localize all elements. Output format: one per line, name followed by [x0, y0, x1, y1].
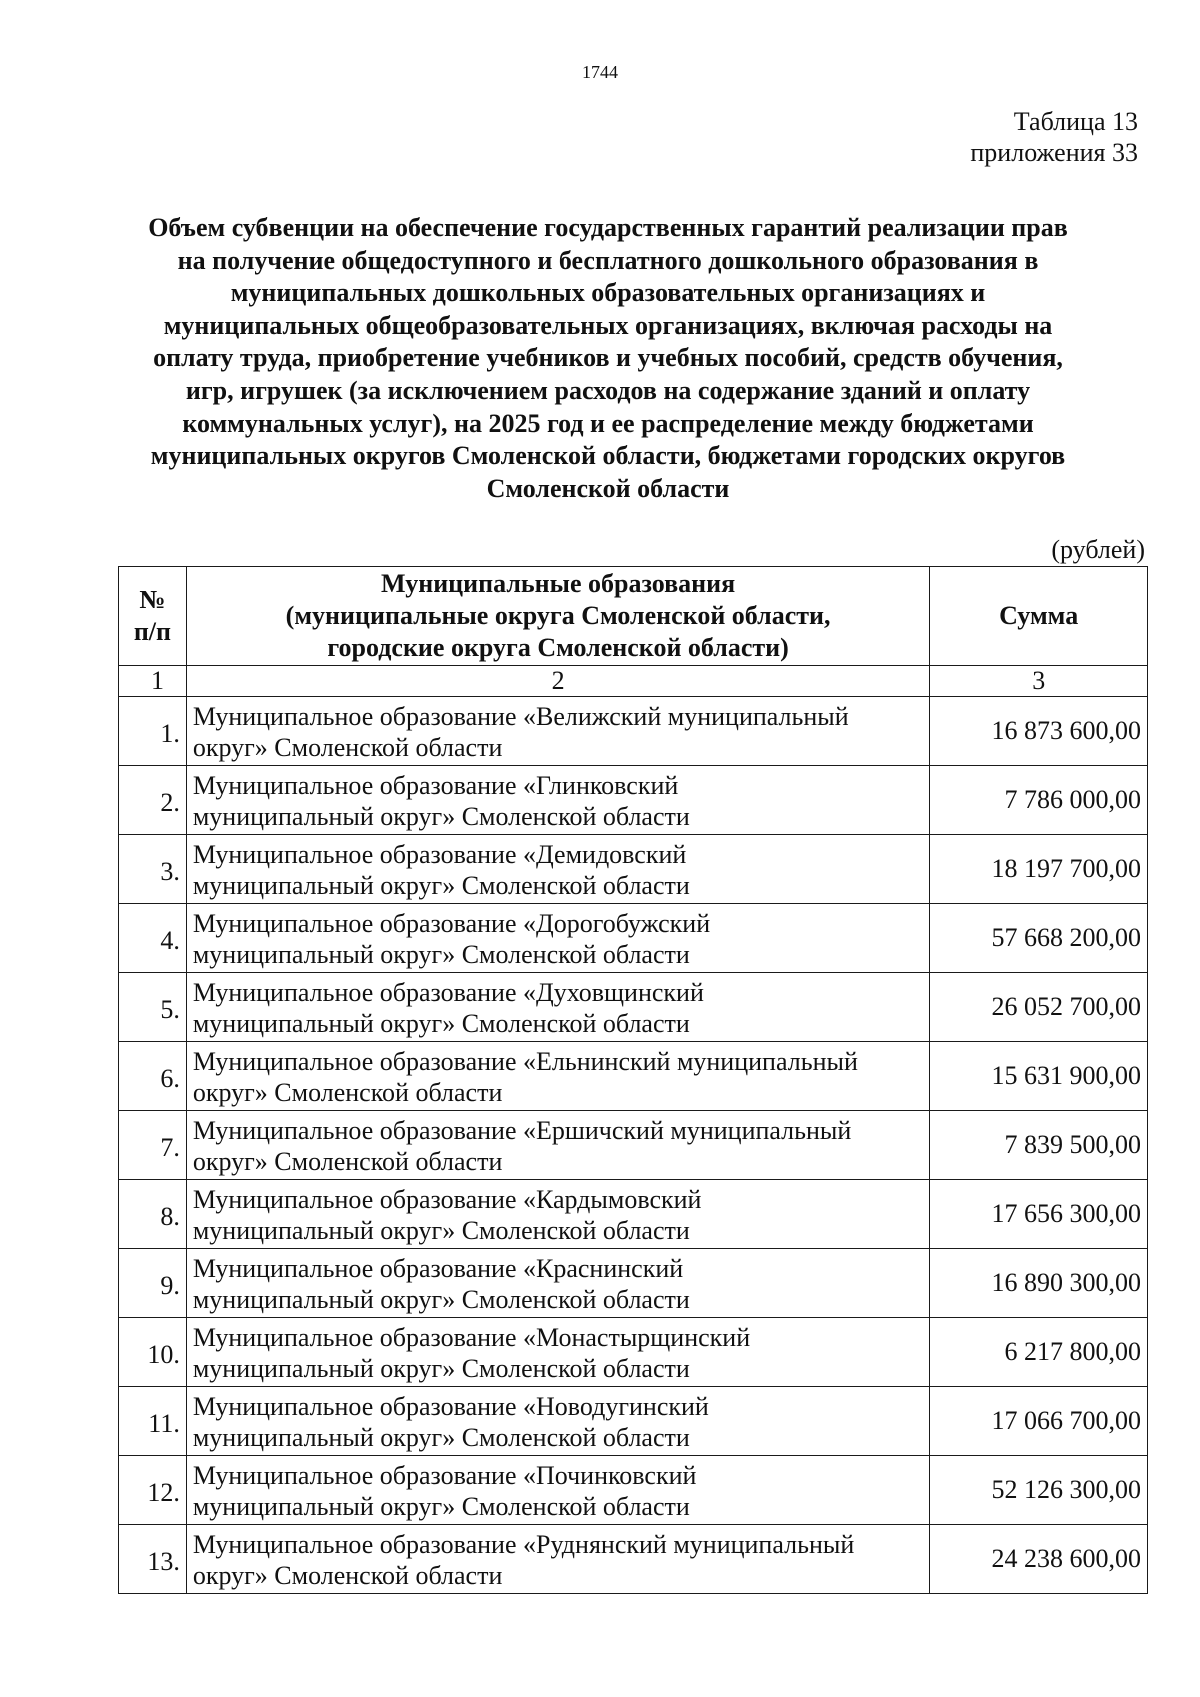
column-index: 3 — [930, 666, 1148, 697]
title-line: коммунальных услуг), на 2025 год и ее распределение между бюджетами — [182, 408, 1034, 438]
table-row — [119, 697, 1148, 766]
table-row — [119, 835, 1148, 904]
subvention-table — [118, 566, 1148, 1594]
table-reference — [970, 106, 1138, 168]
municipality-name-line: округ» Смоленской области — [192, 733, 503, 762]
subvention-amount: 7 786 000,00 — [930, 766, 1148, 835]
document-title — [118, 212, 1098, 505]
municipality-name-line: округ» Смоленской области — [192, 1561, 503, 1590]
row-number: 8. — [119, 1180, 187, 1249]
subvention-amount: 6 217 800,00 — [930, 1318, 1148, 1387]
title-line: Смоленской области — [486, 473, 730, 503]
municipality-name-line: Муниципальное образование «Монастырщинский — [192, 1323, 751, 1352]
municipality-name — [186, 1042, 930, 1111]
table-header-row — [119, 567, 1148, 666]
municipality-name-line: Муниципальное образование «Глинковский — [192, 771, 679, 800]
subvention-amount: 16 890 300,00 — [930, 1249, 1148, 1318]
subvention-amount: 17 656 300,00 — [930, 1180, 1148, 1249]
title-line: на получение общедоступного и бесплатного дошкольного образования в — [177, 245, 1039, 275]
table-reference-line: Таблица 13 — [1013, 107, 1138, 136]
subvention-amount: 24 238 600,00 — [930, 1525, 1148, 1594]
table-row — [119, 1456, 1148, 1525]
municipality-name-line: Муниципальное образование «Руднянский муниципальный — [192, 1530, 855, 1559]
municipality-name-line: Муниципальное образование «Кардымовский — [192, 1185, 702, 1214]
table-row — [119, 1525, 1148, 1594]
header-number-line: № — [139, 585, 166, 614]
title-line: муниципальных округов Смоленской области, бюджетами городских округов — [150, 441, 1066, 471]
row-number: 2. — [119, 766, 187, 835]
header-municipality-line: (муниципальные округа Смоленской области, — [285, 601, 831, 630]
municipality-name-line: муниципальный округ» Смоленской области — [192, 871, 690, 900]
row-number: 5. — [119, 973, 187, 1042]
municipality-name — [186, 697, 930, 766]
header-number-line: п/п — [133, 617, 172, 646]
municipality-name-line: муниципальный округ» Смоленской области — [192, 1216, 690, 1245]
municipality-name-line: Муниципальное образование «Дорогобужский — [192, 909, 711, 938]
municipality-name-line: муниципальный округ» Смоленской области — [192, 940, 690, 969]
subvention-amount: 18 197 700,00 — [930, 835, 1148, 904]
units-label: (рублей) — [1051, 535, 1145, 564]
table-row — [119, 1042, 1148, 1111]
subvention-amount: 17 066 700,00 — [930, 1387, 1148, 1456]
municipality-name-line: муниципальный округ» Смоленской области — [192, 1354, 690, 1383]
row-number: 12. — [119, 1456, 187, 1525]
row-number: 11. — [119, 1387, 187, 1456]
table-row — [119, 766, 1148, 835]
title-line: игр, игрушек (за исключением расходов на содержание зданий и оплату — [185, 375, 1031, 405]
municipality-name — [186, 835, 930, 904]
municipality-name — [186, 1180, 930, 1249]
row-number: 7. — [119, 1111, 187, 1180]
row-number: 4. — [119, 904, 187, 973]
municipality-name — [186, 1318, 930, 1387]
title-line: муниципальных общеобразовательных организациях, включая расходы на — [163, 310, 1053, 340]
municipality-name — [186, 1111, 930, 1180]
table-row — [119, 1249, 1148, 1318]
header-number — [119, 567, 187, 666]
municipality-name-line: муниципальный округ» Смоленской области — [192, 802, 690, 831]
municipality-name-line: округ» Смоленской области — [192, 1147, 503, 1176]
title-line: муниципальных дошкольных образовательных организациях и — [230, 278, 986, 308]
municipality-name — [186, 1456, 930, 1525]
table-row — [119, 1111, 1148, 1180]
page-number: 1744 — [582, 62, 618, 82]
row-number: 1. — [119, 697, 187, 766]
header-municipality-line: Муниципальные образования — [381, 569, 736, 598]
municipality-name-line: округ» Смоленской области — [192, 1078, 503, 1107]
municipality-name-line: Муниципальное образование «Починковский — [192, 1461, 697, 1490]
municipality-name-line: Муниципальное образование «Ельнинский муниципальный — [192, 1047, 858, 1076]
subvention-amount: 15 631 900,00 — [930, 1042, 1148, 1111]
municipality-name-line: Муниципальное образование «Демидовский — [192, 840, 687, 869]
header-municipality — [186, 567, 930, 666]
municipality-name-line: муниципальный округ» Смоленской области — [192, 1285, 690, 1314]
table-reference-line: приложения 33 — [970, 138, 1138, 167]
table-row — [119, 973, 1148, 1042]
title-line: оплату труда, приобретение учебников и учебных пособий, средств обучения, — [153, 343, 1063, 373]
municipality-name-line: муниципальный округ» Смоленской области — [192, 1492, 690, 1521]
subvention-amount: 52 126 300,00 — [930, 1456, 1148, 1525]
row-number: 3. — [119, 835, 187, 904]
municipality-name-line: Муниципальное образование «Духовщинский — [192, 978, 704, 1007]
row-number: 13. — [119, 1525, 187, 1594]
municipality-name-line: Муниципальное образование «Новодугинский — [192, 1392, 709, 1421]
municipality-name — [186, 973, 930, 1042]
municipality-name-line: Муниципальное образование «Краснинский — [192, 1254, 684, 1283]
column-index: 2 — [186, 666, 930, 697]
municipality-name — [186, 1525, 930, 1594]
row-number: 9. — [119, 1249, 187, 1318]
column-index-row — [119, 666, 1148, 697]
subvention-amount: 7 839 500,00 — [930, 1111, 1148, 1180]
header-municipality-line: городские округа Смоленской области) — [327, 633, 789, 662]
subvention-amount: 57 668 200,00 — [930, 904, 1148, 973]
table-row — [119, 1180, 1148, 1249]
title-line: Объем субвенции на обеспечение государственных гарантий реализации прав — [148, 213, 1068, 242]
municipality-name-line: Муниципальное образование «Велижский муниципальный — [192, 702, 849, 731]
municipality-name — [186, 904, 930, 973]
table-row — [119, 1387, 1148, 1456]
subvention-amount: 26 052 700,00 — [930, 973, 1148, 1042]
municipality-name-line: Муниципальное образование «Ершичский муниципальный — [192, 1116, 852, 1145]
header-sum: Сумма — [930, 567, 1148, 666]
municipality-name-line: муниципальный округ» Смоленской области — [192, 1423, 690, 1452]
municipality-name-line: муниципальный округ» Смоленской области — [192, 1009, 690, 1038]
column-index: 1 — [119, 666, 187, 697]
row-number: 10. — [119, 1318, 187, 1387]
municipality-name — [186, 1387, 930, 1456]
municipality-name — [186, 1249, 930, 1318]
municipality-name — [186, 766, 930, 835]
row-number: 6. — [119, 1042, 187, 1111]
table-row — [119, 1318, 1148, 1387]
table-row — [119, 904, 1148, 973]
subvention-amount: 16 873 600,00 — [930, 697, 1148, 766]
